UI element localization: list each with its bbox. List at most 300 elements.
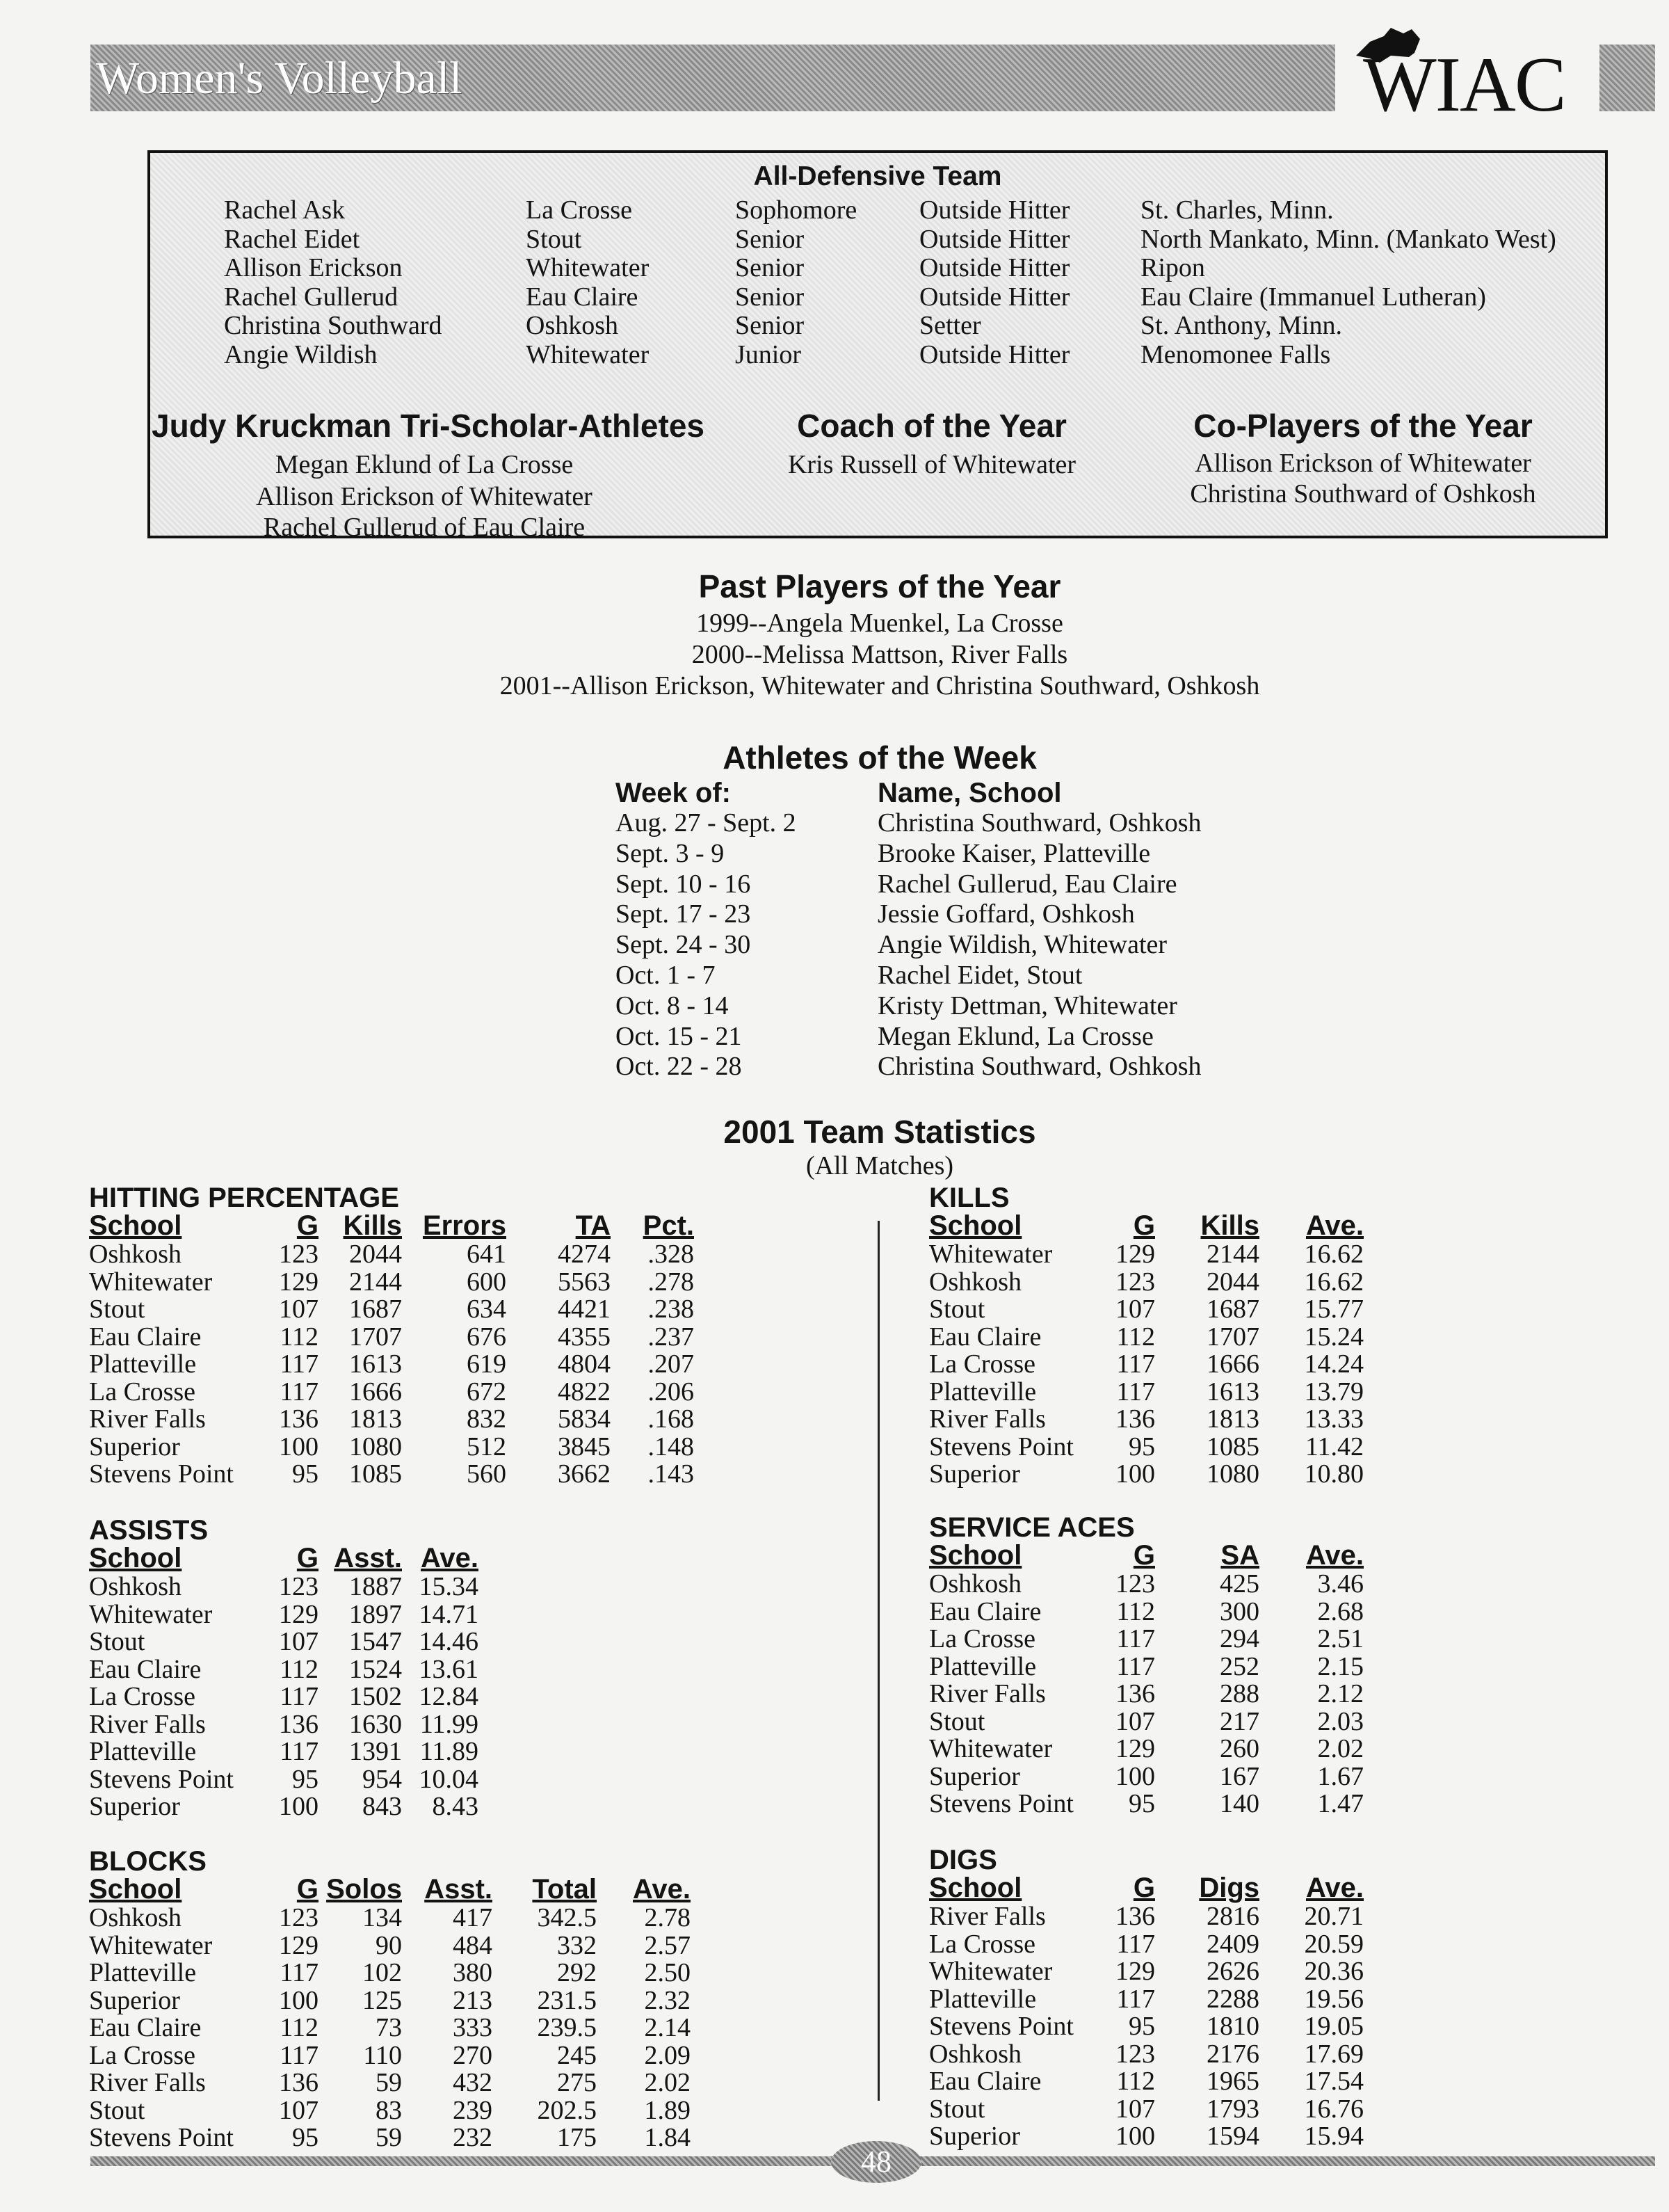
tri-scholar-name: Rachel Gullerud of Eau Claire <box>263 513 586 542</box>
hitting-cell: .143 <box>647 1459 694 1489</box>
week-athlete: Jessie Goffard, Oshkosh <box>878 899 1135 929</box>
assists-cell: 13.61 <box>419 1654 478 1684</box>
kills-cell: 16.62 <box>1304 1267 1364 1297</box>
blocks-title: BLOCKS <box>89 1846 207 1877</box>
table-row <box>929 1379 1364 1406</box>
assists-cell: 11.99 <box>419 1709 478 1739</box>
aces-cell: 260 <box>1220 1734 1259 1763</box>
week-dates: Oct. 1 - 7 <box>615 961 716 990</box>
digs-cell: 17.54 <box>1304 2067 1364 2096</box>
table-row <box>929 2123 1364 2151</box>
hitting-cell: 560 <box>467 1459 506 1489</box>
table-row <box>929 1241 1364 1269</box>
hitting-cell: Stout <box>89 1295 145 1324</box>
kills-cell: 15.77 <box>1304 1295 1364 1324</box>
kills-title: KILLS <box>929 1183 1010 1213</box>
week-athlete: Brooke Kaiser, Platteville <box>878 838 1151 868</box>
blocks-cell: 239.5 <box>537 2013 597 2042</box>
blocks-cell: 112 <box>280 2013 319 2042</box>
table-row <box>929 2068 1364 2096</box>
kills-column-header: Ave. <box>1305 1210 1364 1241</box>
all-defensive-cell: St. Charles, Minn. <box>1140 195 1334 225</box>
kills-cell: Oshkosh <box>929 1267 1022 1297</box>
athletes-week-title: Athletes of the Week <box>723 739 1037 776</box>
week-of-header: Week of: <box>615 778 731 808</box>
hitting-cell: 112 <box>280 1322 319 1352</box>
kills-cell: 14.24 <box>1304 1349 1364 1379</box>
hitting-cell: River Falls <box>89 1404 206 1434</box>
hitting-cell: .238 <box>647 1295 694 1324</box>
assists-table <box>89 1543 478 1821</box>
blocks-cell: Stout <box>89 2095 145 2125</box>
assists-cell: 1391 <box>349 1737 402 1766</box>
hitting-cell: .168 <box>647 1404 694 1434</box>
hitting-cell: 1613 <box>349 1349 402 1379</box>
hitting-cell: 1687 <box>349 1295 402 1324</box>
aces-cell: 140 <box>1220 1789 1259 1818</box>
aces-cell: 123 <box>1115 1569 1155 1598</box>
digs-cell: 19.56 <box>1304 1984 1364 2014</box>
aces-cell: 2.03 <box>1317 1706 1364 1736</box>
hitting-column-header: Pct. <box>643 1210 694 1241</box>
hitting-cell: 4822 <box>558 1377 611 1406</box>
all-defensive-cell: Senior <box>735 253 805 282</box>
assists-cell: 843 <box>362 1792 402 1821</box>
digs-cell: Whitewater <box>929 1957 1053 1986</box>
blocks-cell: 95 <box>292 2123 319 2152</box>
digs-cell: 2176 <box>1207 2039 1259 2069</box>
kills-cell: Stevens Point <box>929 1432 1074 1461</box>
assists-cell: Whitewater <box>89 1599 213 1629</box>
table-row <box>89 1296 694 1324</box>
team-stats-title: 2001 Team Statistics <box>723 1114 1036 1150</box>
coach-name: Kris Russell of Whitewater <box>787 450 1077 479</box>
kills-cell: 1613 <box>1207 1377 1259 1406</box>
assists-cell: 100 <box>279 1792 319 1821</box>
table-row <box>89 1793 478 1821</box>
kills-cell: Whitewater <box>929 1240 1053 1269</box>
digs-cell: Superior <box>929 2122 1020 2151</box>
tri-scholar-title: Judy Kruckman Tri-Scholar-Athletes <box>152 408 704 444</box>
digs-column-header: Ave. <box>1305 1873 1364 1903</box>
hitting-cell: 1666 <box>349 1377 402 1406</box>
table-row <box>89 1711 478 1739</box>
kills-cell: 117 <box>1116 1377 1155 1406</box>
week-athlete: Christina Southward, Oshkosh <box>878 1052 1202 1082</box>
hitting-cell: 117 <box>280 1377 319 1406</box>
column-divider <box>878 1221 880 2101</box>
blocks-cell: River Falls <box>89 2068 206 2097</box>
hitting-column-header: School <box>89 1210 182 1241</box>
digs-cell: 95 <box>1129 2012 1155 2041</box>
blocks-cell: 117 <box>280 1958 319 1987</box>
table-row <box>929 1736 1364 1763</box>
blocks-cell: 90 <box>376 1930 402 1960</box>
digs-cell: Stout <box>929 2094 985 2124</box>
co-player-name: Christina Southward of Oshkosh <box>1190 479 1536 508</box>
aces-cell: 288 <box>1220 1679 1259 1708</box>
table-row <box>929 2013 1364 2041</box>
hitting-cell: 4274 <box>558 1240 611 1269</box>
assists-title: ASSISTS <box>89 1515 209 1546</box>
aces-cell: Superior <box>929 1761 1020 1791</box>
digs-cell: 112 <box>1116 2067 1155 2096</box>
blocks-cell: 2.09 <box>644 2040 691 2070</box>
table-row <box>89 1959 691 1987</box>
blocks-cell: 123 <box>279 1903 319 1932</box>
kills-cell: 1085 <box>1207 1432 1259 1461</box>
aces-cell: 167 <box>1220 1761 1259 1791</box>
kills-cell: 129 <box>1115 1240 1155 1269</box>
assists-cell: 15.34 <box>419 1572 478 1601</box>
aces-column-header: Ave. <box>1305 1540 1364 1571</box>
assists-cell: Platteville <box>89 1737 197 1766</box>
blocks-cell: 2.57 <box>644 1930 691 1960</box>
aces-cell: 2.51 <box>1317 1624 1364 1653</box>
hitting-column-header: Errors <box>422 1210 506 1241</box>
blocks-cell: 175 <box>557 2123 597 2152</box>
all-defensive-cell: Setter <box>919 311 981 340</box>
aces-cell: River Falls <box>929 1679 1046 1708</box>
hitting-cell: .278 <box>647 1267 694 1297</box>
assists-cell: 8.43 <box>432 1792 478 1821</box>
all-defensive-cell: Eau Claire <box>526 282 638 312</box>
tri-scholar-name: Megan Eklund of La Crosse <box>275 450 574 479</box>
kills-cell: 1687 <box>1207 1295 1259 1324</box>
blocks-cell: Stevens Point <box>89 2123 234 2152</box>
blocks-cell: 110 <box>363 2040 402 2070</box>
table-row <box>929 1763 1364 1791</box>
blocks-column-header: Solos <box>326 1874 402 1905</box>
aces-cell: 2.68 <box>1317 1596 1364 1626</box>
blocks-cell: 129 <box>279 1930 319 1960</box>
assists-cell: 123 <box>279 1572 319 1601</box>
table-row <box>929 1296 1364 1324</box>
wiac-logo-text: WIAC <box>1363 42 1565 128</box>
aces-cell: 136 <box>1115 1679 1155 1708</box>
week-athlete: Rachel Gullerud, Eau Claire <box>878 869 1177 899</box>
blocks-cell: 292 <box>557 1958 597 1987</box>
blocks-cell: 2.50 <box>644 1958 691 1987</box>
hitting-cell: 123 <box>279 1240 319 1269</box>
assists-cell: 1502 <box>349 1682 402 1711</box>
kills-cell: River Falls <box>929 1404 1046 1434</box>
week-athlete: Angie Wildish, Whitewater <box>878 930 1168 960</box>
blocks-cell: 59 <box>376 2068 402 2097</box>
digs-cell: 1810 <box>1207 2012 1259 2041</box>
table-row <box>929 1931 1364 1959</box>
all-defensive-cell: Rachel Ask <box>224 195 346 225</box>
kills-column-header: G <box>1133 1210 1155 1241</box>
all-defensive-cell: Outside Hitter <box>919 282 1070 312</box>
hitting-cell: 634 <box>467 1295 506 1324</box>
hitting-cell: 4421 <box>558 1295 611 1324</box>
past-player-line: 1999--Angela Muenkel, La Crosse <box>696 609 1063 638</box>
week-dates: Oct. 8 - 14 <box>615 991 729 1020</box>
assists-cell: 12.84 <box>419 1682 478 1711</box>
table-row <box>89 2124 691 2152</box>
digs-cell: 1965 <box>1207 2067 1259 2096</box>
digs-cell: 136 <box>1115 1902 1155 1931</box>
hitting-cell: 676 <box>467 1322 506 1352</box>
all-defensive-cell: Senior <box>735 282 805 312</box>
co-player-name: Allison Erickson of Whitewater <box>1195 449 1531 478</box>
header-right-bar <box>1599 45 1655 111</box>
tri-scholar-name: Allison Erickson of Whitewater <box>256 482 592 511</box>
all-defensive-cell: Angie Wildish <box>224 339 378 369</box>
table-row <box>929 1461 1364 1489</box>
hitting-cell: La Crosse <box>89 1377 196 1406</box>
blocks-cell: 332 <box>557 1930 597 1960</box>
digs-cell: Stevens Point <box>929 2012 1074 2041</box>
hitting-cell: .328 <box>647 1240 694 1269</box>
digs-cell: 2816 <box>1207 1902 1259 1931</box>
kills-cell: 1666 <box>1207 1349 1259 1379</box>
week-dates: Sept. 3 - 9 <box>615 838 725 868</box>
aces-cell: La Crosse <box>929 1624 1036 1653</box>
hitting-column-header: G <box>296 1210 319 1241</box>
co-players-title: Co-Players of the Year <box>1193 408 1533 444</box>
hitting-cell: 5563 <box>558 1267 611 1297</box>
aces-cell: Eau Claire <box>929 1596 1042 1626</box>
blocks-cell: 59 <box>376 2123 402 2152</box>
blocks-cell: 134 <box>362 1903 402 1932</box>
hitting-cell: .207 <box>647 1349 694 1379</box>
blocks-cell: 73 <box>376 2013 402 2042</box>
assists-cell: Stevens Point <box>89 1764 234 1794</box>
hitting-cell: 1707 <box>349 1322 402 1352</box>
digs-cell: 129 <box>1115 1957 1155 1986</box>
blocks-cell: 2.02 <box>644 2068 691 2097</box>
digs-cell: 20.59 <box>1304 1929 1364 1959</box>
kills-cell: 13.79 <box>1304 1377 1364 1406</box>
week-dates: Oct. 15 - 21 <box>615 1021 742 1051</box>
week-dates: Oct. 22 - 28 <box>615 1052 742 1082</box>
hitting-cell: 619 <box>467 1349 506 1379</box>
blocks-column-header: School <box>89 1874 182 1905</box>
week-athlete: Rachel Eidet, Stout <box>878 961 1083 990</box>
digs-cell: 123 <box>1115 2039 1155 2069</box>
aces-cell: 300 <box>1220 1596 1259 1626</box>
assists-column-header: G <box>296 1543 319 1573</box>
kills-cell: 117 <box>1116 1349 1155 1379</box>
name-school-header: Name, School <box>878 778 1062 808</box>
hitting-table <box>89 1210 694 1489</box>
week-athlete: Christina Southward, Oshkosh <box>878 808 1202 837</box>
digs-cell: 20.36 <box>1304 1957 1364 1986</box>
past-player-line: 2001--Allison Erickson, Whitewater and Christina Southward, Oshkosh <box>499 671 1260 700</box>
digs-column-header: School <box>929 1873 1022 1903</box>
blocks-cell: 136 <box>279 2068 319 2097</box>
digs-title: DIGS <box>929 1845 997 1875</box>
blocks-cell: 432 <box>453 2068 492 2097</box>
table-row <box>89 1601 478 1629</box>
aces-cell: 117 <box>1116 1624 1155 1653</box>
digs-cell: Eau Claire <box>929 2067 1042 2096</box>
blocks-column-header: G <box>296 1874 319 1905</box>
table-row <box>89 1379 694 1406</box>
hitting-cell: Oshkosh <box>89 1240 182 1269</box>
team-stats-subtitle: (All Matches) <box>805 1151 954 1180</box>
table-row <box>89 1766 478 1794</box>
past-player-line: 2000--Melissa Mattson, River Falls <box>691 640 1068 669</box>
hitting-cell: 129 <box>279 1267 319 1297</box>
week-dates: Aug. 27 - Sept. 2 <box>615 808 796 837</box>
table-row <box>89 2014 691 2042</box>
aces-cell: 294 <box>1220 1624 1259 1653</box>
aces-cell: 252 <box>1220 1651 1259 1681</box>
digs-cell: 15.94 <box>1304 2122 1364 2151</box>
blocks-cell: 380 <box>453 1958 492 1987</box>
all-defensive-cell: St. Anthony, Minn. <box>1140 311 1342 340</box>
kills-cell: Superior <box>929 1459 1020 1489</box>
table-row <box>929 1324 1364 1352</box>
kills-cell: 15.24 <box>1304 1322 1364 1352</box>
week-athlete: Megan Eklund, La Crosse <box>878 1021 1154 1051</box>
hitting-cell: Eau Claire <box>89 1322 202 1352</box>
table-row <box>929 1406 1364 1434</box>
assists-cell: 1547 <box>349 1627 402 1656</box>
all-defensive-cell: Allison Erickson <box>224 253 403 282</box>
aces-title: SERVICE ACES <box>929 1512 1135 1543</box>
aces-cell: 217 <box>1220 1706 1259 1736</box>
assists-cell: 10.04 <box>419 1764 478 1794</box>
hitting-cell: 1085 <box>349 1459 402 1489</box>
blocks-cell: La Crosse <box>89 2040 196 2070</box>
past-players-title: Past Players of the Year <box>698 568 1061 604</box>
kills-cell: 1080 <box>1207 1459 1259 1489</box>
hitting-cell: 4804 <box>558 1349 611 1379</box>
table-row <box>89 2069 691 2097</box>
all-defensive-cell: Senior <box>735 311 805 340</box>
blocks-cell: 2.78 <box>644 1903 691 1932</box>
digs-cell: Platteville <box>929 1984 1037 2014</box>
blocks-cell: 2.14 <box>644 2013 691 2042</box>
page-number: 48 <box>831 2141 921 2183</box>
digs-column-header: G <box>1133 1873 1155 1903</box>
hitting-cell: 1080 <box>349 1432 402 1461</box>
table-row <box>929 1434 1364 1461</box>
hitting-cell: .237 <box>647 1322 694 1352</box>
hitting-cell: 672 <box>467 1377 506 1406</box>
hitting-cell: .148 <box>647 1432 694 1461</box>
kills-cell: 95 <box>1129 1432 1155 1461</box>
table-row <box>929 1571 1364 1598</box>
aces-cell: 3.46 <box>1317 1569 1364 1598</box>
kills-cell: 2144 <box>1207 1240 1259 1269</box>
digs-cell: 107 <box>1115 2094 1155 2124</box>
blocks-cell: 270 <box>453 2040 492 2070</box>
blocks-cell: 213 <box>453 1985 492 2015</box>
table-row <box>89 2042 691 2070</box>
aces-column-header: School <box>929 1540 1022 1571</box>
aces-cell: 425 <box>1220 1569 1259 1598</box>
blocks-cell: 484 <box>453 1930 492 1960</box>
hitting-cell: 512 <box>467 1432 506 1461</box>
all-defensive-cell: Whitewater <box>526 339 650 369</box>
blocks-table <box>89 1874 691 2152</box>
aces-column-header: G <box>1133 1540 1155 1571</box>
hitting-column-header: TA <box>575 1210 611 1241</box>
all-defensive-cell: North Mankato, Minn. (Mankato West) <box>1140 224 1556 254</box>
week-dates: Sept. 24 - 30 <box>615 930 751 960</box>
assists-cell: 95 <box>292 1764 319 1794</box>
kills-cell: 13.33 <box>1304 1404 1364 1434</box>
hitting-cell: 4355 <box>558 1322 611 1352</box>
table-row <box>89 1406 694 1434</box>
assists-cell: 1524 <box>349 1654 402 1684</box>
kills-cell: 100 <box>1115 1459 1155 1489</box>
table-row <box>929 1708 1364 1736</box>
blocks-cell: 1.89 <box>644 2095 691 2125</box>
all-defensive-cell: Rachel Gullerud <box>224 282 398 312</box>
blocks-cell: 342.5 <box>537 1903 597 1932</box>
all-defensive-cell: Outside Hitter <box>919 339 1070 369</box>
assists-cell: 11.89 <box>419 1737 478 1766</box>
table-row <box>89 1351 694 1379</box>
blocks-cell: Superior <box>89 1985 180 2015</box>
assists-cell: 129 <box>279 1599 319 1629</box>
hitting-column-header: Kills <box>343 1210 402 1241</box>
all-defensive-cell: Oshkosh <box>526 311 619 340</box>
hitting-cell: 641 <box>467 1240 506 1269</box>
aces-cell: 1.67 <box>1317 1761 1364 1791</box>
all-defensive-cell: Christina Southward <box>224 311 442 340</box>
table-row <box>929 1598 1364 1626</box>
blocks-cell: 417 <box>453 1903 492 1932</box>
blocks-column-header: Ave. <box>632 1874 691 1905</box>
hitting-cell: 832 <box>467 1404 506 1434</box>
aces-cell: Oshkosh <box>929 1569 1022 1598</box>
hitting-cell: 95 <box>292 1459 319 1489</box>
week-dates: Sept. 10 - 16 <box>615 869 751 899</box>
table-row <box>89 1628 478 1656</box>
aces-cell: 117 <box>1116 1651 1155 1681</box>
assists-cell: 1887 <box>349 1572 402 1601</box>
all-defensive-cell: Junior <box>735 339 801 369</box>
blocks-cell: 83 <box>376 2095 402 2125</box>
digs-cell: 2626 <box>1207 1957 1259 1986</box>
all-defensive-cell: La Crosse <box>526 195 633 225</box>
all-defensive-cell: Senior <box>735 224 805 254</box>
aces-cell: 1.47 <box>1317 1789 1364 1818</box>
blocks-cell: 333 <box>453 2013 492 2042</box>
blocks-cell: 1.84 <box>644 2123 691 2152</box>
table-row <box>89 1269 694 1297</box>
table-row <box>89 1738 478 1766</box>
aces-cell: 2.12 <box>1317 1679 1364 1708</box>
blocks-cell: 202.5 <box>537 2095 597 2125</box>
all-defensive-cell: Outside Hitter <box>919 253 1070 282</box>
kills-cell: La Crosse <box>929 1349 1036 1379</box>
kills-cell: Platteville <box>929 1377 1037 1406</box>
hitting-cell: 117 <box>280 1349 319 1379</box>
digs-table <box>929 1873 1364 2151</box>
kills-column-header: School <box>929 1210 1022 1241</box>
table-row <box>929 1681 1364 1708</box>
all-defensive-cell: Stout <box>526 224 582 254</box>
table-row <box>89 1905 691 1932</box>
table-row <box>89 1656 478 1684</box>
assists-cell: Stout <box>89 1627 145 1656</box>
blocks-cell: 245 <box>557 2040 597 2070</box>
assists-cell: Oshkosh <box>89 1572 182 1601</box>
hitting-cell: 600 <box>467 1267 506 1297</box>
aces-table <box>929 1540 1364 1818</box>
assists-column-header: Asst. <box>334 1543 402 1573</box>
aces-cell: 2.15 <box>1317 1651 1364 1681</box>
week-dates: Sept. 17 - 23 <box>615 899 751 929</box>
